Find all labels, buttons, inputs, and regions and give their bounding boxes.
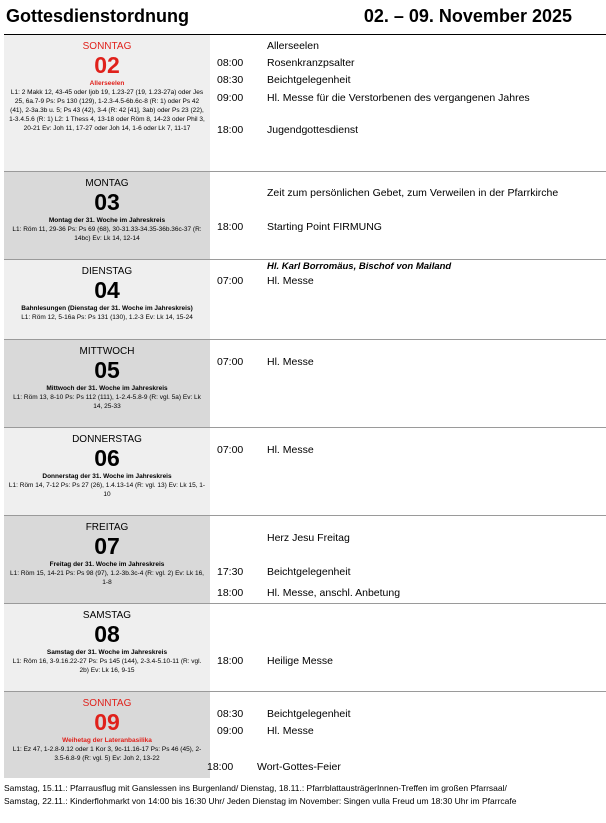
event-item [210, 708, 606, 722]
day-row-sunday-09 [4, 692, 606, 778]
day-name: DONNERSTAG [72, 434, 142, 445]
day-name: DIENSTAG [81, 266, 133, 277]
feast-name: Bahnlesungen (Dienstag der 31. Woche im Jahreskreis) [21, 305, 193, 312]
event-text: Hl. Messe [267, 356, 314, 368]
day-row-thursday-06 [4, 428, 606, 516]
event-time: 07:00 [217, 444, 244, 456]
event-text: Zeit zum persönlichen Gebet, zum Verweilen in der Pfarrkirche [267, 187, 559, 199]
feast-name: Weihetag der Lateranbasilika [62, 737, 152, 744]
event-time: 07:00 [217, 356, 244, 368]
event-item [210, 261, 606, 275]
readings: L1: Röm 16, 3-9.16.22-27 Ps: Ps 145 (144), 2-3.4-5.10-11 (R: vgl. 2b) Ev: Lk 16, 9-15 [12, 658, 202, 674]
day-cell [4, 260, 210, 339]
readings: L1: Röm 14, 7-12 Ps: Ps 27 (26), 1.4.13-14 (R: vgl. 13) Ev: Lk 15, 1-10 [8, 482, 206, 498]
event-text: Jugendgottesdienst [267, 124, 359, 136]
day-cell [4, 340, 210, 427]
event-item [210, 725, 606, 739]
event-time: 07:00 [217, 275, 244, 287]
event-text: Hl. Messe [267, 275, 314, 287]
day-cell [4, 172, 210, 259]
event-time: 18:00 [217, 221, 244, 233]
feast-name: Donnerstag der 31. Woche im Jahreskreis [42, 473, 172, 480]
day-number: 07 [94, 533, 120, 559]
day-number: 06 [94, 445, 120, 471]
events-cell [207, 692, 606, 778]
event-time: 17:30 [217, 566, 244, 578]
day-number: 02 [94, 52, 120, 78]
event-item [210, 57, 606, 71]
day-cell [4, 35, 210, 171]
day-row-monday-03 [4, 172, 606, 260]
readings: L1: Röm 11, 29-36 Ps: Ps 69 (68), 30-31.33-34.35-36b.36c-37 (R: 14bc) Ev: Lk 14, 12-14 [12, 226, 202, 242]
date-range: 02. – 09. November 2025 [363, 6, 572, 26]
feast-name: Montag der 31. Woche im Jahreskreis [48, 217, 166, 224]
events-cell [210, 35, 606, 171]
event-text: Beichtgelegenheit [267, 74, 351, 86]
readings: L1: Ez 47, 1-2.8-9.12 oder 1 Kor 3, 9c-11.16-17 Ps: Ps 46 (45), 2-3.5-6.8-9 (R: vgl. 5) Ev: Joh 2, 13-22 [12, 746, 202, 762]
event-time: 09:00 [217, 92, 244, 104]
events-cell [210, 516, 606, 603]
event-item [210, 655, 606, 669]
event-item [210, 40, 606, 54]
event-item [200, 761, 606, 775]
day-number: 05 [94, 357, 120, 383]
event-time: 18:00 [207, 761, 234, 773]
event-item [210, 275, 606, 289]
events-cell [210, 172, 606, 259]
event-time: 18:00 [217, 124, 244, 136]
day-row-wednesday-05 [4, 340, 606, 428]
day-name: MONTAG [85, 178, 129, 189]
event-item [210, 74, 606, 88]
event-text: Hl. Karl Borromäus, Bischof von Mailand [267, 261, 452, 272]
event-text: Wort-Gottes-Feier [257, 761, 341, 773]
event-time: 09:00 [217, 725, 244, 737]
readings: L1: Röm 12, 5-16a Ps: Ps 131 (130), 1.2-3 Ev: Lk 14, 15-24 [21, 314, 193, 321]
events-cell [210, 260, 606, 339]
event-text: Rosenkranzpsalter [267, 57, 355, 69]
day-name: SAMSTAG [82, 610, 132, 621]
event-text: Starting Point FIRMUNG [267, 221, 382, 233]
event-text: Hl. Messe [267, 444, 314, 456]
footer-notes [4, 782, 604, 808]
day-name: FREITAG [85, 522, 129, 533]
event-item [210, 221, 606, 235]
day-row-saturday-08 [4, 604, 606, 692]
event-text: Hl. Messe für die Verstorbenen des vergangenen Jahres [267, 92, 530, 104]
event-time: 08:00 [217, 57, 244, 69]
readings: L1: 2 Makk 12, 43-45 oder Ijob 19, 1.23-27 (19, 1.23-27a) oder Jes 25, 6a.7-9 Ps: Ps 130 (129), 1-2.3-4.5-6b.6c-8 (R: 1) oder Ps 42 (41), 2-3a.3b u. 5; Ps 43 (42), 3-4 (R: 42 [41], 3ab) oder Ps 23 (22), 1-3.4.5.6 (R: 1) L2: 1 Thess 4, 13-18 oder Röm 8, 14-23 oder Phil 3, 20-21 Ev: Joh 11, 17-27 oder Joh 14, 1-6 oder Lk 7, 11-17 [9, 89, 205, 132]
event-time: 18:00 [217, 655, 244, 667]
event-item [210, 566, 606, 580]
day-row-tuesday-04 [4, 260, 606, 340]
day-name: MITTWOCH [79, 346, 135, 357]
event-text: Hl. Messe [267, 725, 314, 737]
page-title: Gottesdienstordnung [6, 6, 189, 26]
events-cell [210, 604, 606, 691]
event-time: 08:30 [217, 74, 244, 86]
event-text: Beichtgelegenheit [267, 708, 351, 720]
event-text: Beichtgelegenheit [267, 566, 351, 578]
event-time: 08:30 [217, 708, 244, 720]
readings: L1: Röm 15, 14-21 Ps: Ps 98 (97), 1.2-3b.3c-4 (R: vgl. 2) Ev: Lk 16, 1-8 [9, 570, 204, 586]
day-name: SONNTAG [82, 698, 132, 709]
events-cell [210, 340, 606, 427]
event-item [210, 587, 606, 601]
page-header [6, 6, 604, 32]
day-cell [4, 692, 210, 778]
day-row-sunday-02 [4, 35, 606, 172]
footer-line: Samstag, 15.11.: Pfarrausflug mit Ganslessen ins Burgenland/ Dienstag, 18.11.: PfarrblattausträgerInnen-Treffen im großen Pfarrsaal/ [4, 783, 507, 793]
day-number: 09 [94, 709, 120, 735]
day-row-friday-07 [4, 516, 606, 604]
day-number: 08 [94, 621, 120, 647]
readings: L1: Röm 13, 8-10 Ps: Ps 112 (111), 1-2.4-5.8-9 (R: vgl. 5a) Ev: Lk 14, 25-33 [13, 394, 201, 410]
event-item [210, 124, 606, 138]
day-name: SONNTAG [82, 41, 132, 52]
event-item [210, 187, 606, 201]
event-item [210, 92, 606, 106]
event-text: Hl. Messe, anschl. Anbetung [267, 587, 401, 599]
event-time: 18:00 [217, 587, 244, 599]
day-number: 03 [94, 189, 120, 215]
event-item [210, 532, 606, 546]
events-cell [210, 428, 606, 515]
feast-name: Mittwoch der 31. Woche im Jahreskreis [46, 385, 168, 392]
day-number: 04 [94, 277, 120, 303]
feast-name: Freitag der 31. Woche im Jahreskreis [49, 561, 165, 568]
feast-name: Allerseelen [89, 80, 125, 87]
day-cell [4, 428, 210, 515]
feast-name: Samstag der 31. Woche im Jahreskreis [46, 649, 168, 656]
day-cell [4, 516, 210, 603]
event-text: Allerseelen [267, 40, 319, 52]
schedule-table [4, 35, 606, 778]
day-cell [4, 604, 210, 691]
footer-line: Samstag, 22.11.: Kinderflohmarkt von 14:00 bis 16:30 Uhr/ Jeden Dienstag im November: Singen vulla Freud um 18:30 Uhr im Pfarrcafe [4, 796, 517, 806]
event-item [210, 356, 606, 370]
event-item [210, 444, 606, 458]
event-text: Herz Jesu Freitag [267, 532, 350, 544]
event-text: Heilige Messe [267, 655, 333, 667]
